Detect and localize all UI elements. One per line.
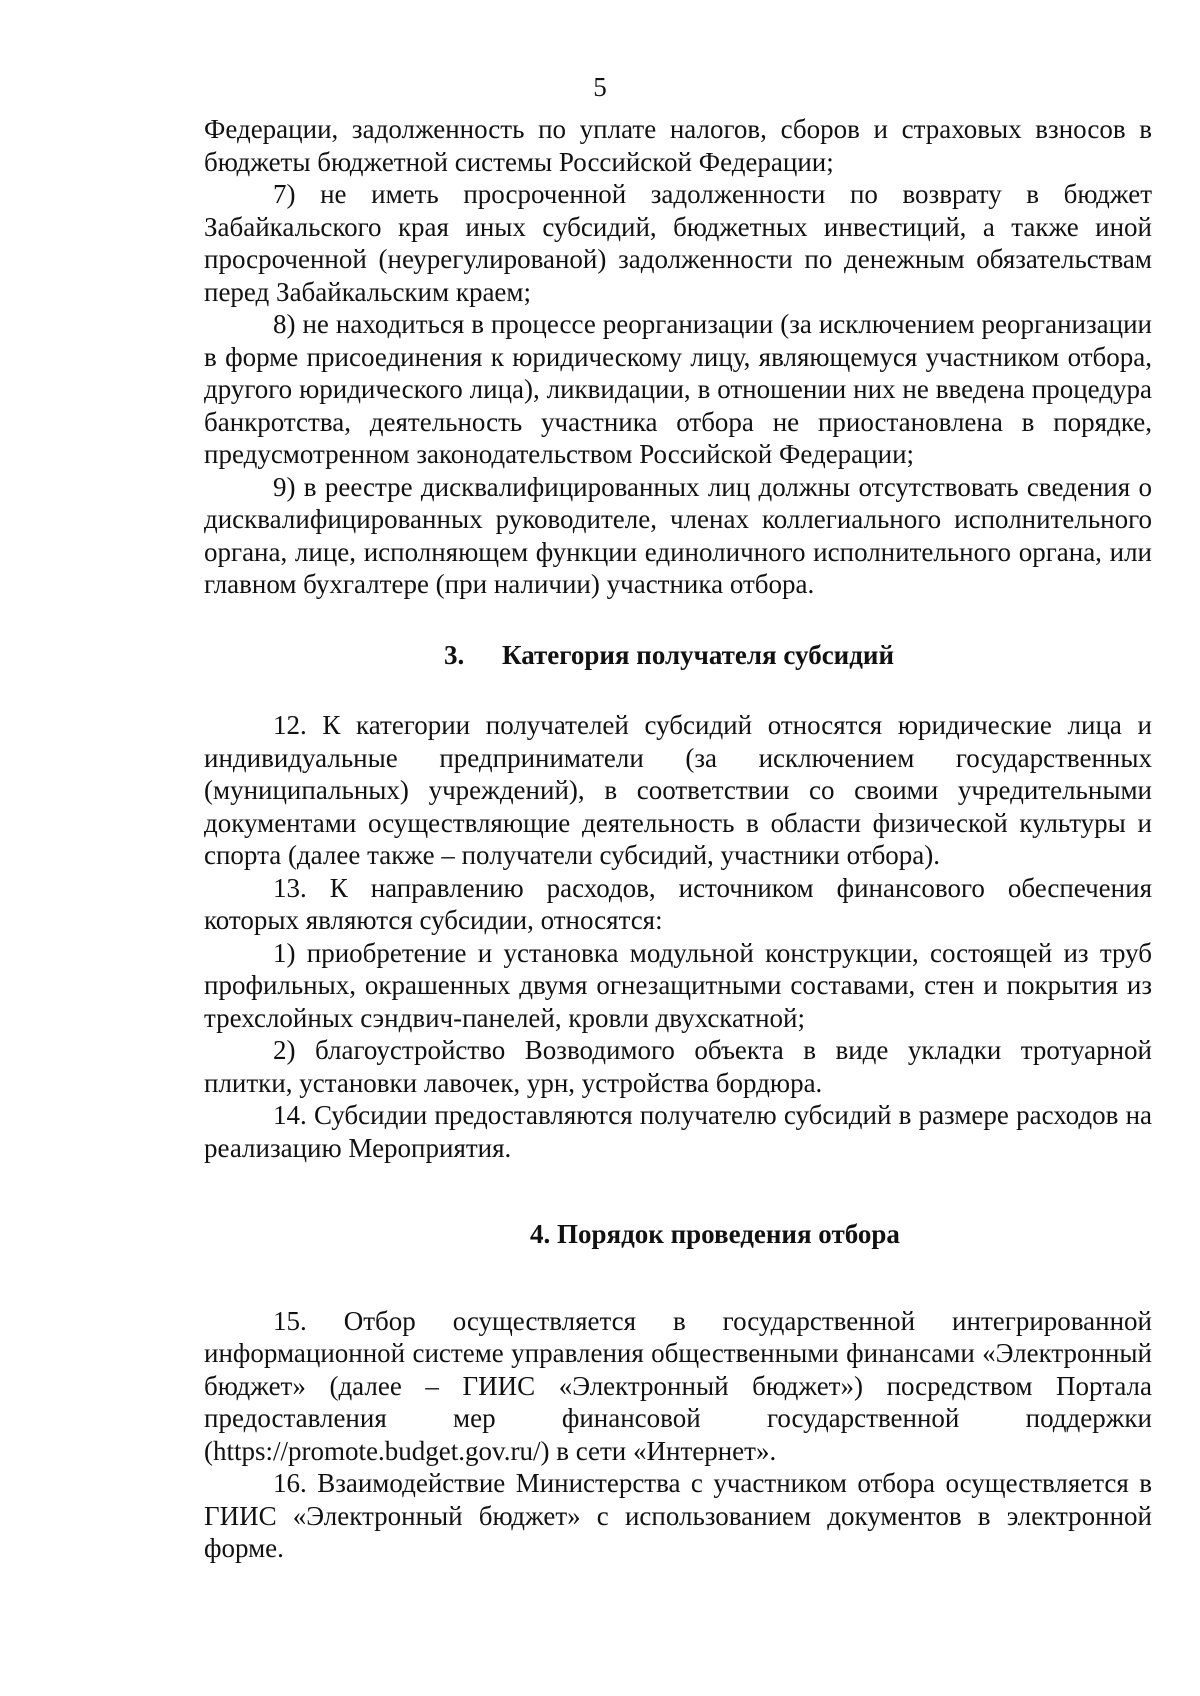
clause-16: 16. Взаимодействие Министерства с участником отбора осуществляется в ГИИС «Электронный бюджет» с использованием документов в электронной форме. [204, 1468, 1152, 1563]
section-3-title: Категория получателя субсидий [502, 639, 895, 670]
clause-12: 12. К категории получателей субсидий относятся юридические лица и индивидуальные предприниматели (за исключением государственных (муниципальных) учреждений), в соответствии со своими учредительными документами осуществляющие деятельность в области физической культуры и спорта (далее также – получатели субсидий, участники отбора). [204, 710, 1152, 870]
list-item-9: 9) в реестре дисквалифицированных лиц должны отсутствовать сведения о дисквалифицированных руководителе, членах коллегиального исполнительного органа, лице, исполняющем функции единоличного исполнительного органа, или главном бухгалтере (при наличии) участника отбора. [204, 471, 1152, 599]
clause-13-item-2: 2) благоустройство Возводимого объекта в виде укладки тротуарной плитки, установки лавочек, урн, устройства бордюра. [204, 1035, 1152, 1098]
clause-15: 15. Отбор осуществляется в государственной интегрированной информационной системе управления общественными финансами «Электронный бюджет» (далее – ГИИС «Электронный бюджет») посредством Портала предоставления мер финансовой государственной поддержки (https://promote.budget.gov.ru/) в сети «Интернет». [204, 1305, 1152, 1466]
page-number: 5 [593, 72, 607, 102]
list-item-8: 8) не находиться в процессе реорганизации (за исключением реорганизации в форме присоединения к юридическому лицу, являющемуся участником отбора, другого юридического лица), ликвидации, в отношении них не введена процедура банкротства, деятельность участника отбора не приостановлена в порядке, предусмотренном законодательством Российской Федерации; [204, 309, 1152, 469]
section-3-heading [204, 639, 1152, 672]
clause-13: 13. К направлению расходов, источником финансового обеспечения которых являются субсидии, относятся: [204, 872, 1152, 935]
section-3-number: 3. [444, 639, 465, 670]
section-4-heading: 4. Порядок проведения отбора [530, 1219, 900, 1249]
document-body [204, 113, 1152, 1565]
list-item-7: 7) не иметь просроченной задолженности по возврату в бюджет Забайкальского края иных субсидий, бюджетных инвестиций, а также иной просроченной (неурегулированой) задолженности по денежным обязательствам перед Забайкальским краем; [204, 179, 1152, 307]
clause-14: 14. Субсидии предоставляются получателю субсидий в размере расходов на реализацию Мероприятия. [204, 1100, 1152, 1163]
paragraph-continuation: Федерации, задолженность по уплате налогов, сборов и страховых взносов в бюджеты бюджетной системы Российской Федерации; [204, 114, 1152, 177]
clause-13-item-1: 1) приобретение и установка модульной конструкции, состоящей из труб профильных, окрашенных двумя огнезащитными составами, стен и покрытия из трехслойных сэндвич-панелей, кровли двухскатной; [204, 937, 1152, 1033]
